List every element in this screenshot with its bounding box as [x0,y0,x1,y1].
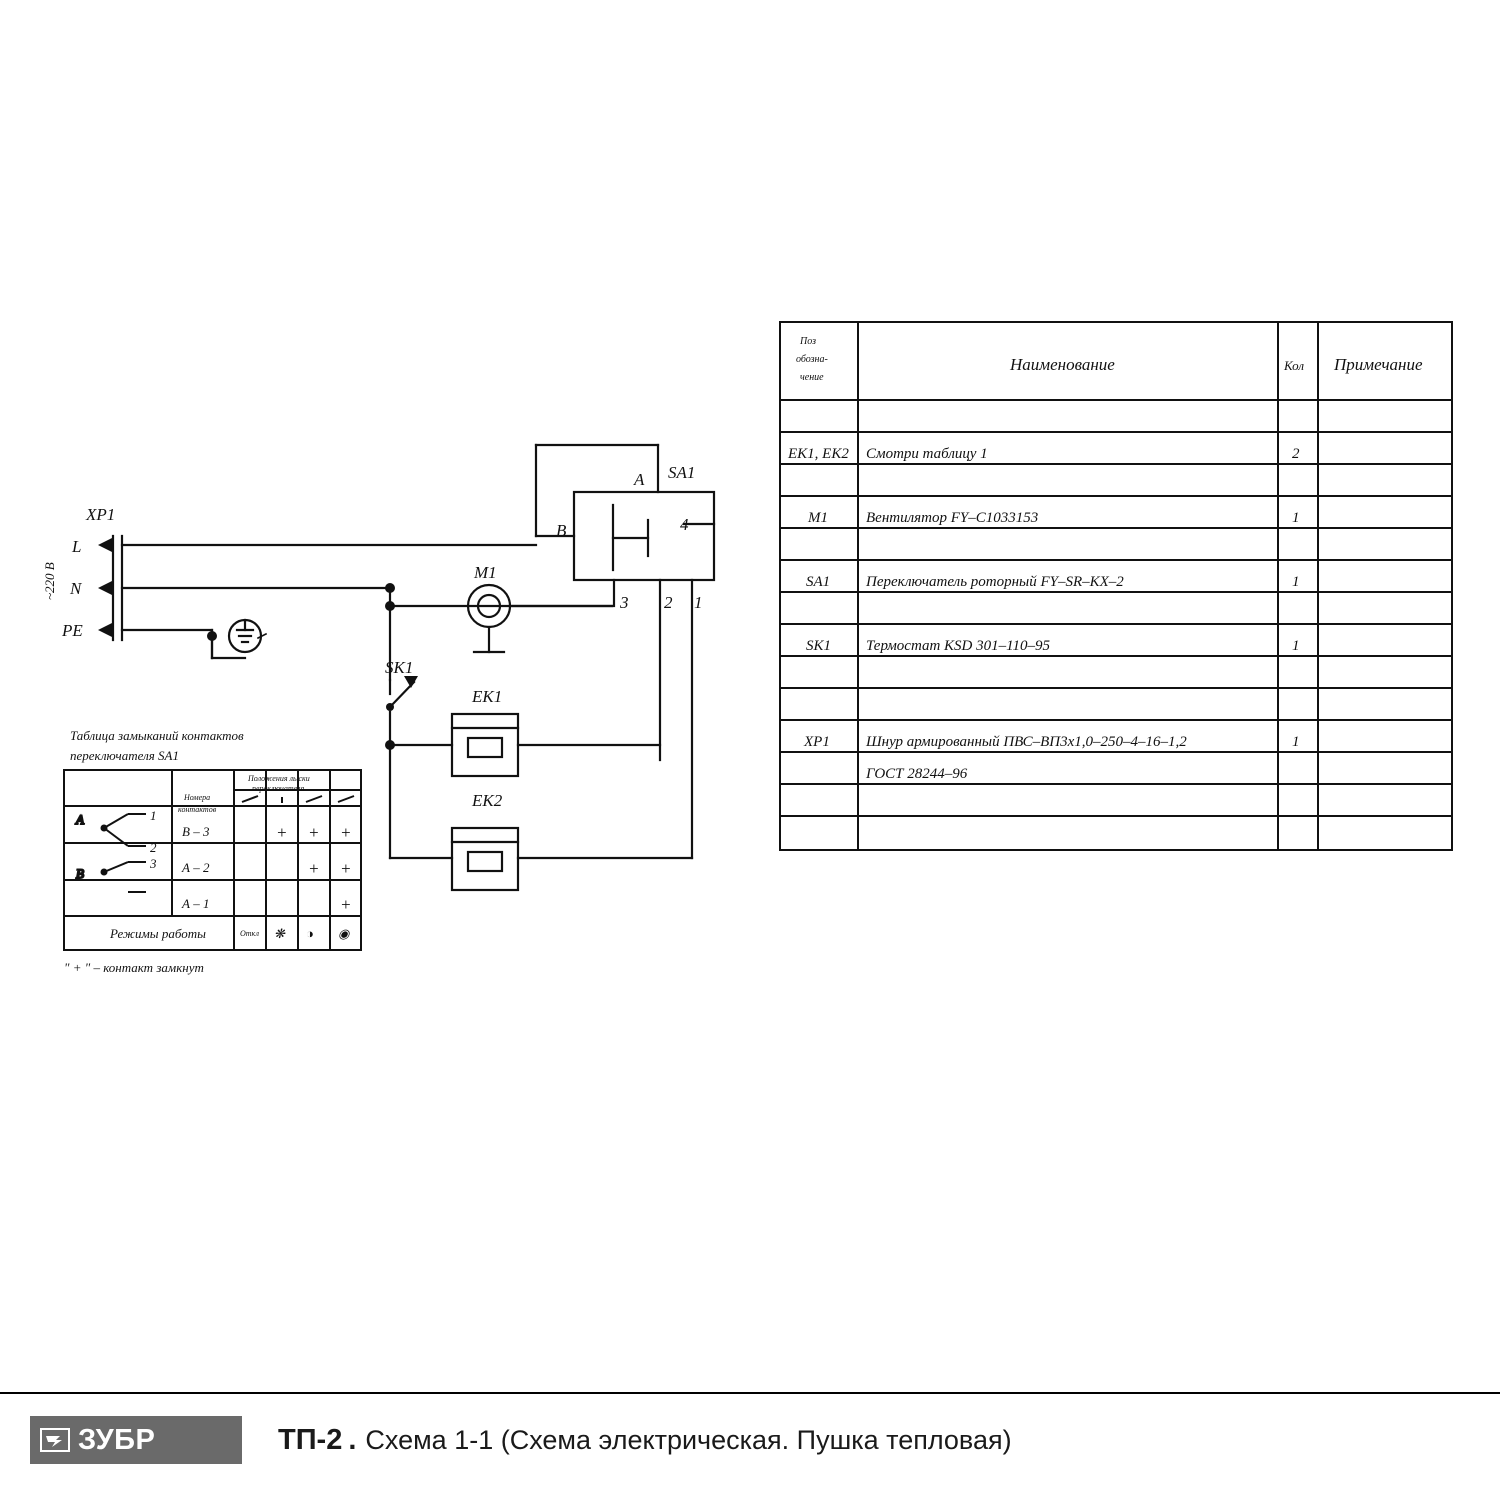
contact-cell-1-3: + [340,859,352,878]
ground-symbol [207,620,266,658]
spec-row [787,446,1300,462]
terminal-1: 1 [694,593,703,612]
spec-row [807,510,1300,526]
spec-header-note: Примечание [1334,355,1423,374]
contact-number-1: 1 [150,808,157,823]
spec-row-2-pos: SA1 [806,574,831,590]
contact-cell-2-3: + [340,895,352,914]
spec-row-4-qty: 1 [1292,734,1300,750]
terminal-b: B [556,521,567,540]
terminal-4: 4 [680,515,689,534]
spec-row [803,734,1300,750]
power-cord [98,536,612,658]
spec-row-1-qty: 1 [1292,510,1300,526]
specification-table [780,322,1452,850]
heater-ek1 [452,714,660,776]
contact-row-label-0: В – 3 [182,824,210,839]
footer-caption [278,1416,1012,1464]
spec-header-pos-2: обозна- [796,354,828,365]
spec-row-2-name: Переключатель роторный FY–SR–KX–2 [866,574,1124,590]
brand-logo [30,1416,242,1464]
spec-row-1-pos: M1 [808,510,828,526]
label-line-pe: PE [62,621,83,640]
spec-row-3-pos: SK1 [806,638,832,654]
label-ek2: EK2 [472,791,503,810]
brand-name: ЗУБР [78,1423,156,1456]
contact-cell-0-2: + [308,823,320,842]
label-line-n: N [70,579,82,598]
label-voltage: ~220 В [42,562,57,600]
label-line-l: L [72,537,82,556]
contact-row-label-2: А – 1 [182,896,210,911]
contact-table-title-2: переключателя SA1 [70,748,179,763]
terminal-a: A [634,470,645,489]
mode-3: ◉ [338,926,350,941]
contact-row-label-1: А – 2 [182,860,210,875]
spec-row-5-name: ГОСТ 28244–96 [866,766,968,782]
spec-row [865,766,968,782]
switch-sa1 [536,445,714,858]
modes-label: Режимы работы [110,926,206,941]
contact-closure-table [64,728,361,975]
spec-row [806,574,1300,590]
contact-number-3: 3 [150,856,157,871]
contact-cell-0-3: + [340,823,352,842]
label-sk1: SK1 [385,658,414,677]
contact-table-note: " + " – контакт замкнут [64,960,204,975]
spec-row-4-name: Шнур армированный ПВС–ВП3х1,0–250–4–16–1,2 [866,734,1187,750]
positions-col-header-1: Положения лыски [248,774,310,783]
footer-bar [0,1392,1500,1502]
spec-row-3-name: Термостат KSD 301–110–95 [866,638,1051,654]
contact-left-label-b: B [76,866,84,881]
contact-cell-0-1: + [276,823,288,842]
spec-row-0-pos: EK1, EK2 [788,446,849,462]
terminal-2: 2 [664,593,673,612]
label-sa1: SA1 [668,463,696,482]
label-m1: M1 [474,563,497,582]
mode-2: ◑ [306,926,314,941]
label-xp1: XP1 [86,505,116,524]
label-ek1: EK1 [472,687,503,706]
heater-ek2 [452,828,692,890]
contact-cell-1-2: + [308,859,320,878]
contact-left-label-a: A [76,812,84,827]
spec-row-4-pos: XP1 [804,734,830,750]
spec-header-pos-1: Поз [800,336,816,347]
model-name: ТП-2 [278,1423,343,1456]
mode-0: Откл [240,929,259,938]
positions-col-header-2: переключателя [252,784,305,793]
spec-row-2-qty: 1 [1292,574,1300,590]
spec-header-qty: Кол [1284,358,1304,373]
contact-col-header-2: контактов [178,805,217,814]
spec-row-0-qty: 2 [1292,446,1300,462]
spec-row-0-name: Смотри таблицу 1 [866,446,988,462]
spec-row-3-qty: 1 [1292,638,1300,654]
spec-header-pos-3: чение [800,372,824,383]
terminal-3: 3 [620,593,629,612]
contact-number-2: 2 [150,840,157,855]
caption-separator: . [348,1423,357,1456]
thermostat-sk1 [385,606,452,858]
spec-header-name: Наименование [1010,355,1115,374]
spec-row [806,638,1300,654]
contact-table-title-1: Таблица замыканий контактов [70,728,244,743]
spec-row-1-name: Вентилятор FY–C1033153 [866,510,1039,526]
contact-col-header-1: Номера [184,793,211,802]
motor-symbol [468,585,612,652]
caption-text: Схема 1-1 (Схема электрическая. Пушка тепловая) [365,1424,1012,1455]
zubr-mark-icon [40,1425,70,1455]
mode-1: ❋ [274,926,285,941]
